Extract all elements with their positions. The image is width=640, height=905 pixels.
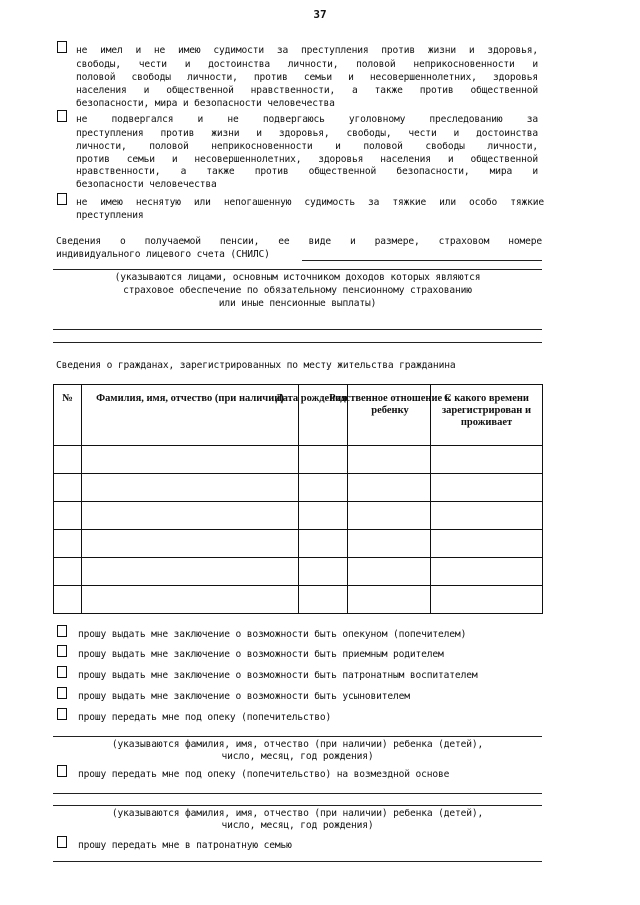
no-conviction-line: населения и общественной нравственности, а также против общественной <box>76 85 538 96</box>
table-cell[interactable] <box>54 558 82 586</box>
table-row <box>54 530 543 558</box>
table-cell[interactable] <box>54 474 82 502</box>
pension-info-label: Сведения о получаемой пенсии, ее виде и размере, страховом номере <box>56 236 542 247</box>
checkbox-adopter-conclusion[interactable] <box>57 687 67 699</box>
option-guardianship: прошу передать мне под опеку (попечительство) <box>78 712 332 723</box>
child-note: (указываются фамилия, имя, отчество (при наличии) ребенка (детей), <box>111 739 484 750</box>
table-cell[interactable] <box>348 502 431 530</box>
table-cell[interactable] <box>348 530 431 558</box>
no-conviction-first-line: не имел и не имею судимости за преступления против жизни и здоровья, <box>76 45 538 56</box>
no-prosecution-first-line: не подвергался и не подвергаюсь уголовному преследованию за <box>76 114 538 125</box>
table-cell[interactable] <box>348 446 431 474</box>
residents-heading: Сведения о гражданах, зарегистрированных по месту жительства гражданина <box>56 360 456 371</box>
page-number: 37 <box>313 8 327 21</box>
no-conviction-line: свободы, чести и достоинства личности, половой неприкосновенности и <box>76 59 538 70</box>
checkbox-foster-parent-conclusion[interactable] <box>57 645 67 657</box>
no-grave-conviction-first-line: не имею неснятую или непогашенную судимость за тяжкие или особо тяжкие <box>76 197 544 208</box>
table-cell[interactable] <box>299 558 348 586</box>
option-guardian-conclusion: прошу выдать мне заключение о возможности быть опекуном (попечителем) <box>78 629 467 640</box>
pension-info-label-cont: индивидуального лицевого счета (СНИЛС) <box>56 249 270 260</box>
table-cell[interactable] <box>348 558 431 586</box>
table-cell[interactable] <box>82 502 299 530</box>
table-row <box>54 474 543 502</box>
table-cell[interactable] <box>82 530 299 558</box>
checkbox-no-grave-conviction[interactable] <box>57 193 67 205</box>
table-cell[interactable] <box>82 474 299 502</box>
no-prosecution-line: преступления против жизни и здоровья, свободы, чести и достоинства <box>76 128 538 139</box>
table-cell[interactable] <box>348 586 431 614</box>
pension-input-line-4[interactable] <box>53 342 542 343</box>
table-row <box>54 502 543 530</box>
pension-note: (указываются лицами, основным источником доходов которых являются <box>114 272 481 283</box>
pension-note: или иные пенсионные выплаты) <box>218 298 377 309</box>
table-header-row <box>54 385 543 446</box>
child-note-2: число, месяц, год рождения) <box>221 820 374 831</box>
pension-input-line[interactable] <box>302 260 542 261</box>
table-cell[interactable] <box>299 530 348 558</box>
table-cell[interactable] <box>82 446 299 474</box>
table-cell[interactable] <box>82 558 299 586</box>
table-cell[interactable] <box>299 586 348 614</box>
no-conviction-last-line: безопасности, мира и безопасности человечества <box>76 98 335 109</box>
table-cell[interactable] <box>54 530 82 558</box>
checkbox-paid-guardianship[interactable] <box>57 765 67 777</box>
child-note-2: (указываются фамилия, имя, отчество (при наличии) ребенка (детей), <box>111 808 484 819</box>
checkbox-no-prosecution[interactable] <box>57 110 67 122</box>
no-conviction-line: половой свободы личности, против семьи и несовершеннолетних, здоровья <box>76 72 538 83</box>
column-header-registered-since: С какого времени зарегистрирован и проживает <box>431 385 543 446</box>
no-prosecution-line: личности, половой неприкосновенности и половой свободы личности, <box>76 141 538 152</box>
checkbox-foster-family[interactable] <box>57 836 67 848</box>
child-input-line[interactable] <box>53 736 542 737</box>
no-prosecution-line: против семьи и несовершеннолетних, здоровья населения и общественной <box>76 154 538 165</box>
column-header-relation: Родственное отношение к ребенку <box>348 385 431 446</box>
table-cell[interactable] <box>431 474 543 502</box>
no-grave-conviction-last-line: преступления <box>76 210 144 221</box>
table-cell[interactable] <box>348 474 431 502</box>
option-foster-parent-conclusion: прошу выдать мне заключение о возможности быть приемным родителем <box>78 649 444 660</box>
table-cell[interactable] <box>82 586 299 614</box>
column-header-birth-date: Дата рождения <box>299 385 348 446</box>
option-paid-guardianship: прошу передать мне под опеку (попечительство) на возмездной основе <box>78 769 450 780</box>
option-patronage-educator-conclusion: прошу выдать мне заключение о возможности быть патронатным воспитателем <box>78 670 478 681</box>
no-prosecution-last-line: безопасности человечества <box>76 179 217 190</box>
no-prosecution-line: нравственности, а также против общественной безопасности, мира и <box>76 166 538 177</box>
child-input-line-3[interactable] <box>53 805 542 806</box>
child-note: число, месяц, год рождения) <box>221 751 374 762</box>
table-cell[interactable] <box>299 446 348 474</box>
table-cell[interactable] <box>431 530 543 558</box>
table-row <box>54 446 543 474</box>
column-header-full-name: Фамилия, имя, отчество (при наличии) <box>82 385 299 446</box>
pension-input-line-2[interactable] <box>53 269 542 270</box>
table-cell[interactable] <box>54 586 82 614</box>
foster-family-input-line[interactable] <box>53 861 542 862</box>
option-adopter-conclusion: прошу выдать мне заключение о возможности быть усыновителем <box>78 691 410 702</box>
residents-table <box>53 384 543 614</box>
option-foster-family: прошу передать мне в патронатную семью <box>78 840 292 851</box>
table-cell[interactable] <box>431 558 543 586</box>
table-cell[interactable] <box>54 502 82 530</box>
pension-note: страховое обеспечение по обязательному пенсионному страхованию <box>123 285 472 296</box>
table-row <box>54 558 543 586</box>
table-cell[interactable] <box>431 502 543 530</box>
column-header-number: № <box>54 385 82 446</box>
table-cell[interactable] <box>54 446 82 474</box>
table-row <box>54 586 543 614</box>
checkbox-guardian-conclusion[interactable] <box>57 625 67 637</box>
table-cell[interactable] <box>431 446 543 474</box>
child-input-line-2[interactable] <box>53 793 542 794</box>
table-cell[interactable] <box>299 502 348 530</box>
table-cell[interactable] <box>431 586 543 614</box>
table-cell[interactable] <box>299 474 348 502</box>
checkbox-guardianship[interactable] <box>57 708 67 720</box>
pension-input-line-3[interactable] <box>53 329 542 330</box>
checkbox-patronage-educator-conclusion[interactable] <box>57 666 67 678</box>
checkbox-no-conviction[interactable] <box>57 41 67 53</box>
